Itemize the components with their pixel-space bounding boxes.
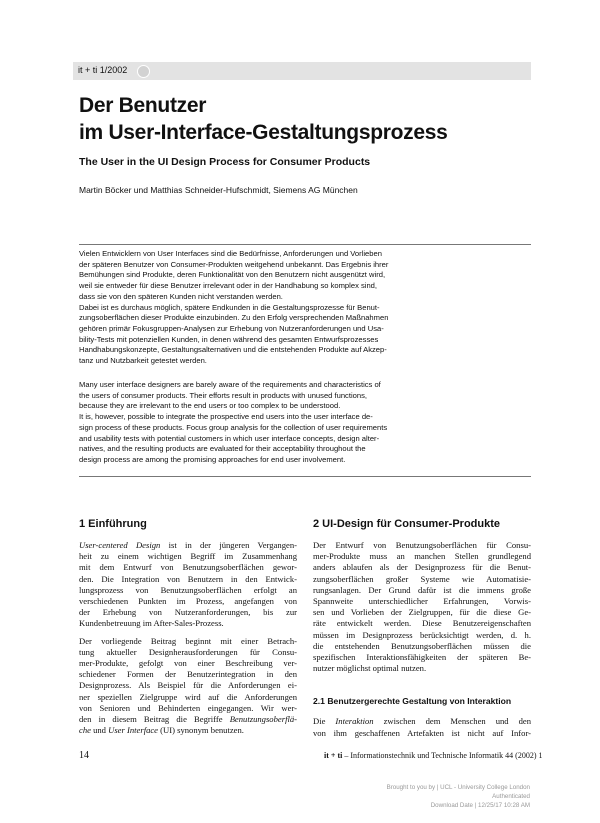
watermark-line: Brought to you by | UCL - University College London [386,784,530,791]
abstract-line: tanz und Nutzbarkeit getestet werden. [79,356,207,366]
abstract-line: gehören primär Fokusgruppen-Analysen zur Erhebung von Nutzeranforderungen und Usa- [79,323,384,333]
text-line: heit zu einem wichtigen Begriff im Zusammenhang [79,551,297,562]
text-line: von ihm geschaffenen Artefakten ist nicht auf Infor- [313,727,531,738]
abstract-line: Bemühungen sind Produkte, deren Funktionalität von den Benutzern nicht ausgenützt wird, [79,270,386,280]
title-line: im User-Interface-Gestaltungsprozess [79,121,448,144]
text-line: den in diesem Beitrag die Begriffe Benutzungsoberflä- [79,714,297,725]
journal-footer [324,751,542,760]
abstract-line: weil sie entweder für diese Benutzer irrelevant oder in der Handhabung so komplex sind, [79,281,378,291]
header-dot-icon [137,65,150,78]
section-heading: 2 UI-Design für Consumer-Produkte [313,518,501,530]
abstract-top-rule [79,244,531,245]
text-line: verschiedenen Punkten im Prozess, angefangen von [79,596,297,607]
abstract-english [79,380,531,466]
abstract-line: Dabei ist es durchaus möglich, spätere Endkunden in die Gestaltungsprozesse für Benut- [79,302,380,312]
text-line: rungsanlagen. Der Grund dafür ist die immens große [313,584,531,595]
text-line: schiedener Formen der Benutzerintegration in den [79,669,297,680]
abstract-line: Vielen Entwicklern von User Interfaces sind die Bedürfnisse, Anforderungen und Vorlieben [79,249,382,258]
column-right [313,518,531,739]
text-line: mer-Produkte muss an manchen Stellen grundlegend [313,551,531,562]
journal-short: it + ti [324,751,343,760]
download-watermark [230,783,530,810]
abstract-line: It is, however, possible to integrate the prospective end users into the user interface de- [79,412,373,422]
abstract-line: Handhabungskonzepte, Gestaltungsalternativen und die entstehenden Produkte auf Akzep- [79,345,387,355]
authors: Martin Böcker und Matthias Schneider-Hufschmidt, Siemens AG München [79,185,358,195]
abstract-line: sign process of these products. Focus group analysis for the collection of user requirements [79,422,388,432]
abstract-line: the users of consumer products. Their efforts result in products with unused functions, [79,390,368,400]
text-line: räte entwickelt werden. Diese Benutzereigenschaften [313,618,531,629]
subtitle: The User in the UI Design Process for Consumer Products [79,156,371,168]
text-line: mit dem Entwurf von Benutzungsoberflächen gewor- [79,562,297,573]
text-line: Der vorliegende Beitrag beginnt mit einer Betrach- [79,635,297,646]
watermark-line: Authenticated [492,793,530,800]
abstract-german [79,249,531,367]
text-line: zungsoberflächen großer Systeme wie Automatisie- [313,573,531,584]
text-line: Die Interaktion zwischen dem Menschen und den [313,716,531,727]
text-line: Spannweite unterschiedlicher Erfahrungen, Vorwis- [313,596,531,607]
abstract-bottom-rule [79,476,531,477]
section1-para1 [79,540,297,630]
text-line: von Senioren und Behinderten eingegangen. Wir wer- [79,702,297,713]
text-line: anders ablaufen als der Designprozess für die Benut- [313,562,531,573]
abstract-line: and usability tests with potential customers in which user interface concepts, design alter- [79,433,380,443]
section-heading: 1 Einführung [79,518,147,530]
abstract-line: Many user interface designers are barely aware of the requirements and characteristics of [79,380,381,389]
page-number: 14 [79,750,89,761]
text-line: Designprozess. Als Beispiel für die Anforderungen ei- [79,680,297,691]
section2-para2 [313,716,531,738]
text-line: der Erhebung von Nutzeranforderungen, bis zur [79,607,297,618]
page-title [79,92,539,146]
text-line: die entstehenden Benutzungsoberflächen müssen die [313,640,531,651]
section2-para1 [313,540,531,674]
text-line: Kundenbetreuung im After-Sales-Prozess. [79,618,224,629]
abstract-line: zungsoberflächen dieser Produkte einzubinden. Zu den Erfolg versprechenden Maßnahmen [79,313,389,323]
issue-label: it + ti 1/2002 [78,65,128,75]
text-line: müssen im Designprozess berücksichtigt werden, d. h. [313,629,531,640]
text-line: lungsprozess von Benutzungsoberflächen erfolgt an [79,584,297,595]
abstract-line: bility-Tests mit potenziellen Kunden, in denen während des gesamten Entwurfsprozesses [79,334,379,344]
abstract-line: design process are among the promising approaches for end user involvement. [79,454,346,464]
abstract-line: natives, and the resulting products are evaluated for their acceptability throughout the [79,444,366,454]
section1-para2 [79,636,297,737]
text-line: che und User Interface (UI) synonym benutzen. [79,725,244,736]
text-line: sen und Vorlieben der Zielgruppen, für die diese Ge- [313,607,531,618]
text-line: User-centered Design ist in der jüngeren Vergangen- [79,540,297,550]
text-line: mer-Produkte, gefolgt von einer Beschreibung ver- [79,658,297,669]
text-line: Der Entwurf von Benutzungsoberflächen für Consu- [313,540,531,550]
abstract-line: der späteren Benutzer von Consumer-Produkten weitgehend unbekannt. Das Ergebnis ihrer [79,259,389,269]
abstract-line: dass sie von den späteren Kunden nicht verstanden werden. [79,291,283,301]
journal-full: – Informationstechnik und Technische Informatik 44 (2002) 1 [342,751,543,760]
text-line: ner speziellen Zielgruppe wird auf die Anforderungen [79,691,297,702]
text-line: tung aktueller Designherausforderungen für Consu- [79,646,297,657]
column-left [79,518,297,736]
subsection-heading: 2.1 Benutzergerechte Gestaltung von Interaktion [313,696,512,707]
title-line: Der Benutzer [79,94,207,117]
text-line: spezifischen Interaktionsfähigkeiten der späteren Be- [313,652,531,663]
watermark-line: Download Date | 12/25/17 10:28 AM [430,802,530,809]
text-line: nutzer möglichst optimal nutzen. [313,663,427,674]
abstract-line: because they are irrelevant to the end users or too complex to be understood. [79,401,341,411]
text-line: den. Die Integration von Benutzern in den Entwick- [79,573,297,584]
